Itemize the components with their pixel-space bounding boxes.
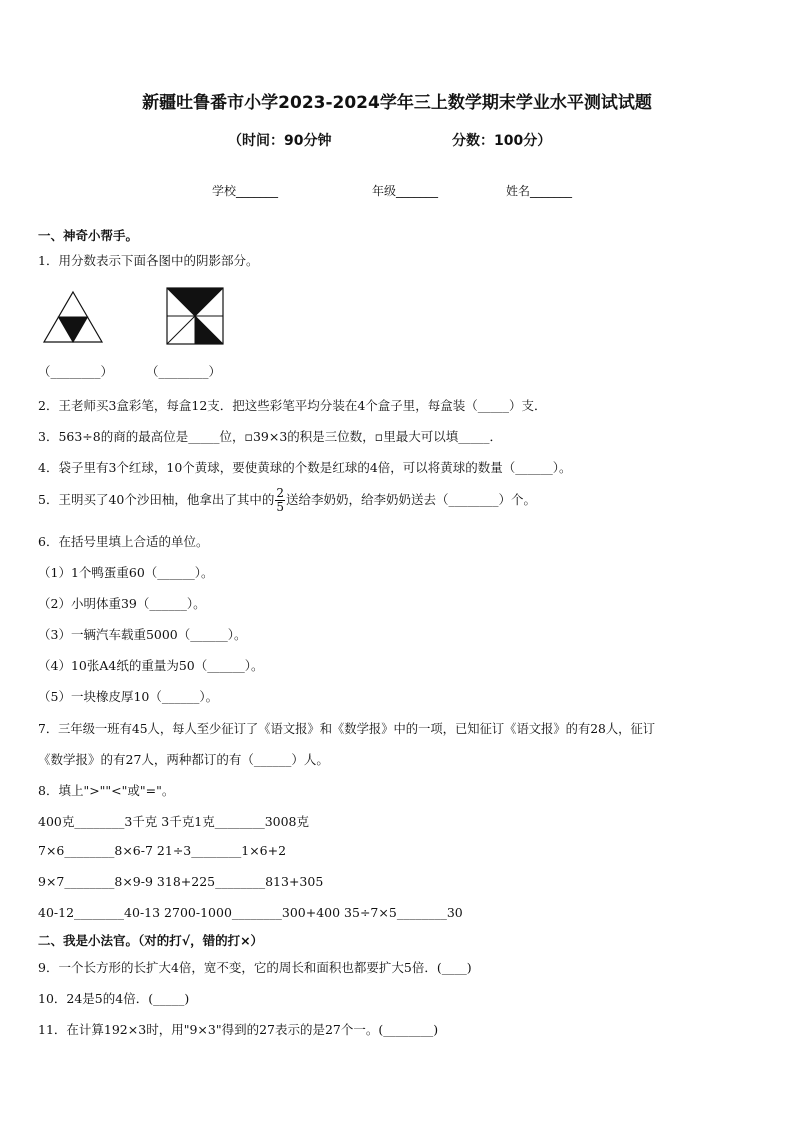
question-11: 11．在计算192×3时，用"9×3"得到的27表示的是27个一。(________)	[38, 1022, 439, 1037]
question-8-row-1: 400克________3千克 3千克1克________3008克	[38, 814, 310, 829]
grade-field[interactable]: 年级_______	[372, 184, 439, 198]
question-8: 8．填上">""<"或"="。	[38, 783, 175, 798]
exam-time: （时间：90分钟	[228, 133, 332, 149]
question-10: 10．24是5的4倍．(_____)	[38, 991, 190, 1006]
q5-fraction	[275, 487, 285, 514]
question-6-2: （2）小明体重39（______）。	[38, 596, 206, 611]
question-6-4: （4）10张A4纸的重量为50（______）。	[38, 658, 264, 673]
question-4: 4．袋子里有3个红球，10个黄球，要使黄球的个数是红球的4倍，可以将黄球的数量（______）。	[38, 460, 572, 475]
question-9: 9．一个长方形的长扩大4倍，宽不变，它的周长和面积也都要扩大5倍．(____)	[38, 960, 472, 975]
q1-answer-b[interactable]: （________）	[146, 364, 222, 379]
page-title: 新疆吐鲁番市小学2023-2024学年三上数学期末学业水平测试试题	[142, 93, 652, 113]
question-3: 3．563÷8的商的最高位是_____位，▫39×3的积是三位数，▫里最大可以填_____．	[38, 429, 503, 444]
question-8-row-2: 7×6________8×6-7 21÷3________1×6+2	[38, 843, 287, 858]
square-figure	[166, 287, 224, 345]
q5-text-before: 5．王明买了40个沙田柚，他拿出了其中的	[38, 492, 275, 507]
question-7-line-2: 《数学报》的有27人，两种都订的有（______）人。	[38, 752, 329, 767]
name-field[interactable]: 姓名_______	[506, 184, 573, 198]
question-2: 2．王老师买3盒彩笔，每盒12支．把这些彩笔平均分装在4个盒子里，每盒装（_____）支．	[38, 398, 547, 413]
question-7-line-1: 7．三年级一班有45人，每人至少征订了《语文报》和《数学报》中的一项，已知征订《语文报》的有28人，征订	[38, 722, 656, 736]
section-2-heading: 二、我是小法官。（对的打√，错的打×）	[38, 933, 264, 948]
question-6-5: （5）一块橡皮厚10（______）。	[38, 689, 219, 704]
question-6: 6．在括号里填上合适的单位。	[38, 534, 209, 549]
q5-text-after: 送给李奶奶，给李奶奶送去（________）个。	[286, 492, 537, 507]
section-1-heading: 一、神奇小帮手。	[38, 228, 139, 243]
question-1: 1．用分数表示下面各图中的阴影部分。	[38, 253, 259, 268]
school-field[interactable]: 学校_______	[212, 184, 279, 198]
q1-answer-a[interactable]: （________）	[38, 364, 114, 379]
exam-score: 分数：100分）	[452, 133, 552, 149]
triangle-figure	[42, 290, 104, 344]
q5-numerator: 2	[276, 486, 285, 500]
question-6-3: （3）一辆汽车载重5000（______）。	[38, 627, 247, 642]
question-8-row-4: 40-12________40-13 2700-1000________300+400 35÷7×5________30	[38, 905, 463, 920]
question-6-1: （1）1个鸭蛋重60（______）。	[38, 565, 214, 580]
question-5	[38, 487, 536, 514]
question-8-row-3: 9×7________8×9-9 318+225________813+305	[38, 874, 324, 889]
q5-denominator: 5	[276, 500, 285, 514]
